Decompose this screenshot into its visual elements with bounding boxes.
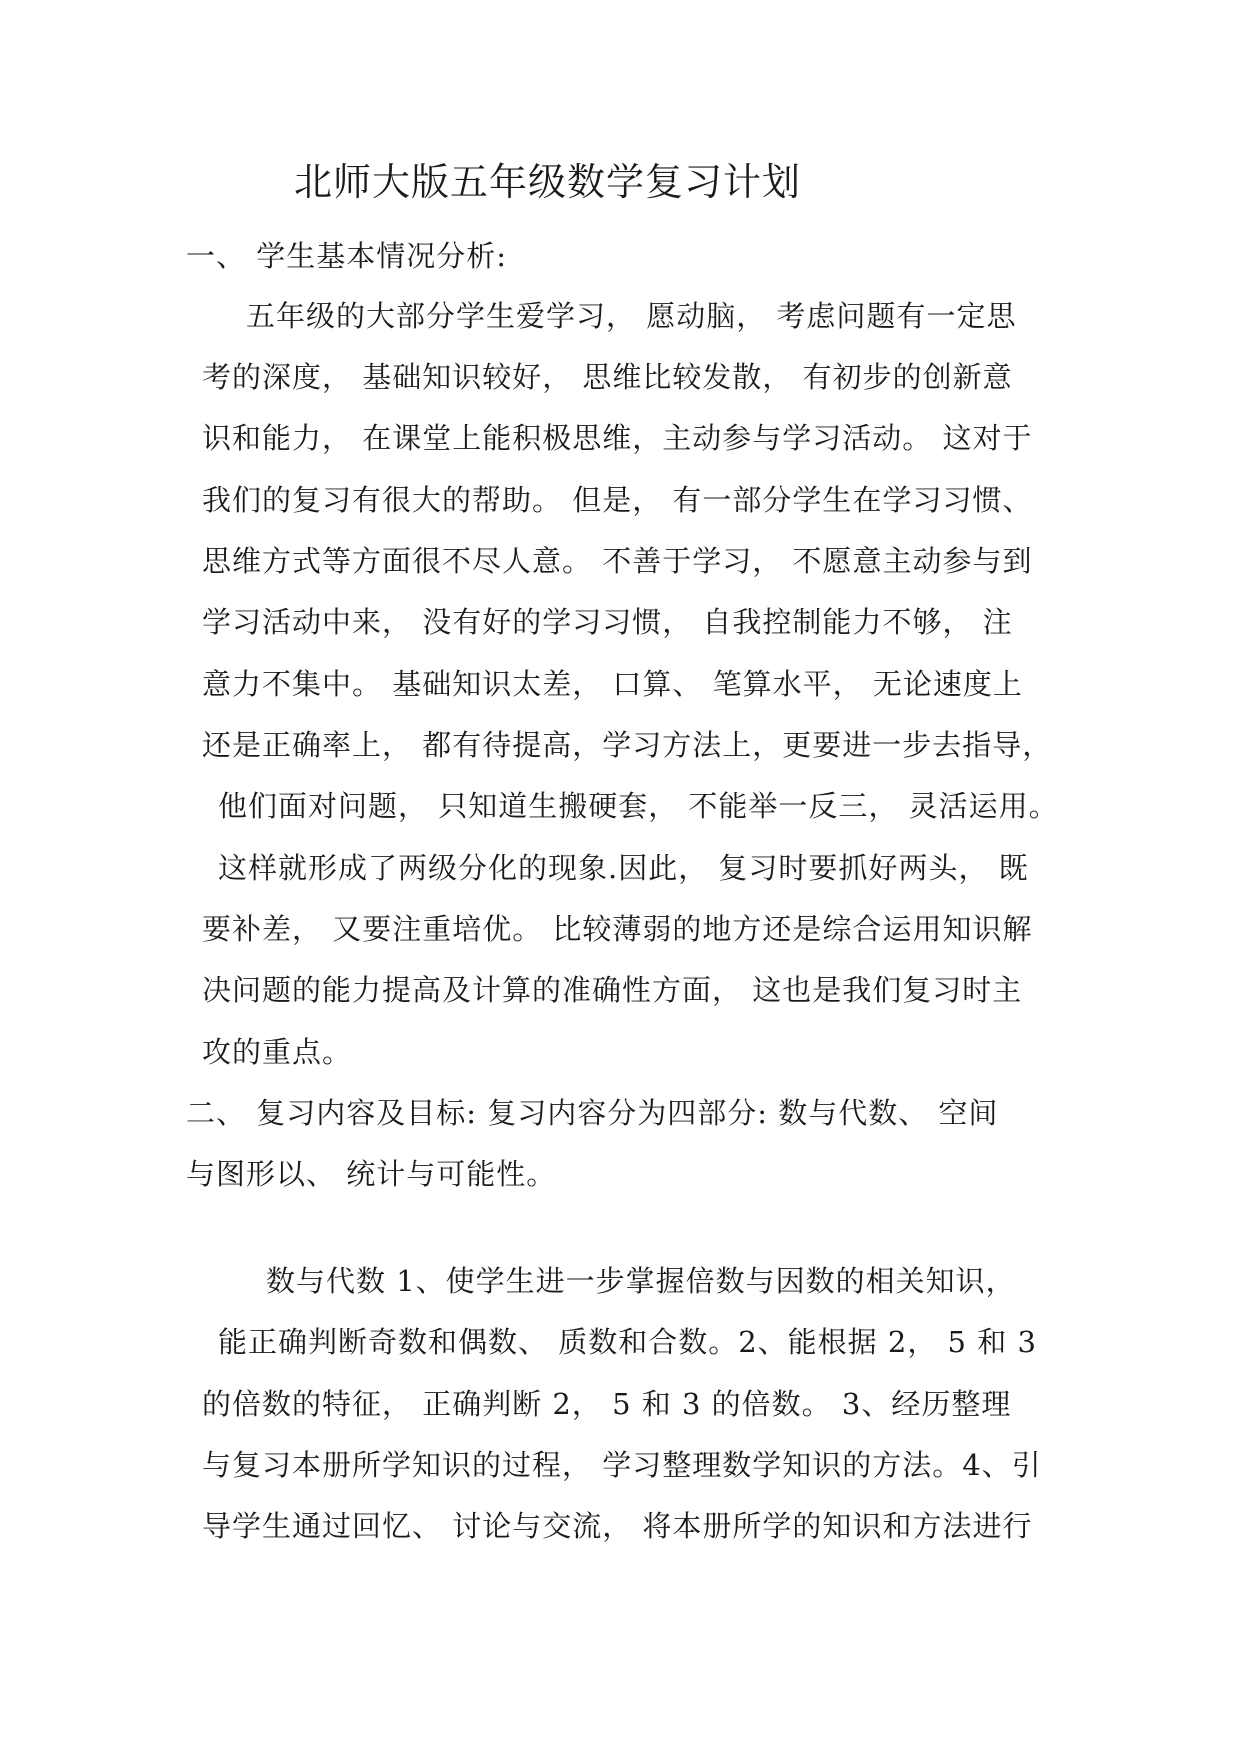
paragraph-line: 考的深度， 基础知识较好， 思维比较发散， 有初步的创新意 bbox=[202, 360, 1013, 394]
paragraph-line: 五年级的大部分学生爱学习， 愿动脑， 考虑问题有一定思 bbox=[246, 299, 1017, 333]
paragraph-line: 学习活动中来， 没有好的学习习惯， 自我控制能力不够， 注 bbox=[202, 605, 1013, 639]
paragraph-line: 攻的重点。 bbox=[202, 1035, 353, 1069]
paragraph-line: 决问题的能力提高及计算的准确性方面， 这也是我们复习时主 bbox=[202, 973, 1023, 1007]
paragraph-line: 与复习本册所学知识的过程， 学习整理数学知识的方法。4、引 bbox=[202, 1448, 1042, 1482]
document-title: 北师大版五年级数学复习计划 bbox=[294, 160, 802, 204]
paragraph-line: 我们的复习有很大的帮助。 但是， 有一部分学生在学习习惯、 bbox=[202, 483, 1033, 517]
paragraph-line: 的倍数的特征， 正确判断 2， 5 和 3 的倍数。 3、经历整理 bbox=[202, 1387, 1012, 1421]
section-1-heading: 一、 学生基本情况分析: bbox=[186, 239, 507, 273]
paragraph-line: 他们面对问题， 只知道生搬硬套， 不能举一反三， 灵活运用。 bbox=[218, 789, 1059, 823]
paragraph-line: 还是正确率上， 都有待提高，学习方法上，更要进一步去指导， bbox=[202, 728, 1053, 762]
paragraph-line: 导学生通过回忆、 讨论与交流， 将本册所学的知识和方法进行 bbox=[202, 1509, 1033, 1543]
section-2-heading: 二、 复习内容及目标: 复习内容分为四部分: 数与代数、 空间 bbox=[186, 1096, 999, 1130]
section-2-heading-continued: 与图形以、 统计与可能性。 bbox=[186, 1157, 557, 1191]
paragraph-line: 数与代数 1、使学生进一步掌握倍数与因数的相关知识， bbox=[266, 1264, 1016, 1298]
paragraph-line: 能正确判断奇数和偶数、 质数和合数。2、能根据 2， 5 和 3 bbox=[218, 1325, 1037, 1359]
paragraph-line: 识和能力， 在课堂上能积极思维，主动参与学习活动。 这对于 bbox=[202, 421, 1033, 455]
paragraph-line: 思维方式等方面很不尽人意。 不善于学习， 不愿意主动参与到 bbox=[202, 544, 1033, 578]
paragraph-line: 要补差， 又要注重培优。 比较薄弱的地方还是综合运用知识解 bbox=[202, 912, 1033, 946]
paragraph-line: 意力不集中。 基础知识太差， 口算、 笔算水平， 无论速度上 bbox=[202, 667, 1023, 701]
paragraph-line: 这样就形成了两级分化的现象.因此， 复习时要抓好两头， 既 bbox=[218, 851, 1029, 885]
